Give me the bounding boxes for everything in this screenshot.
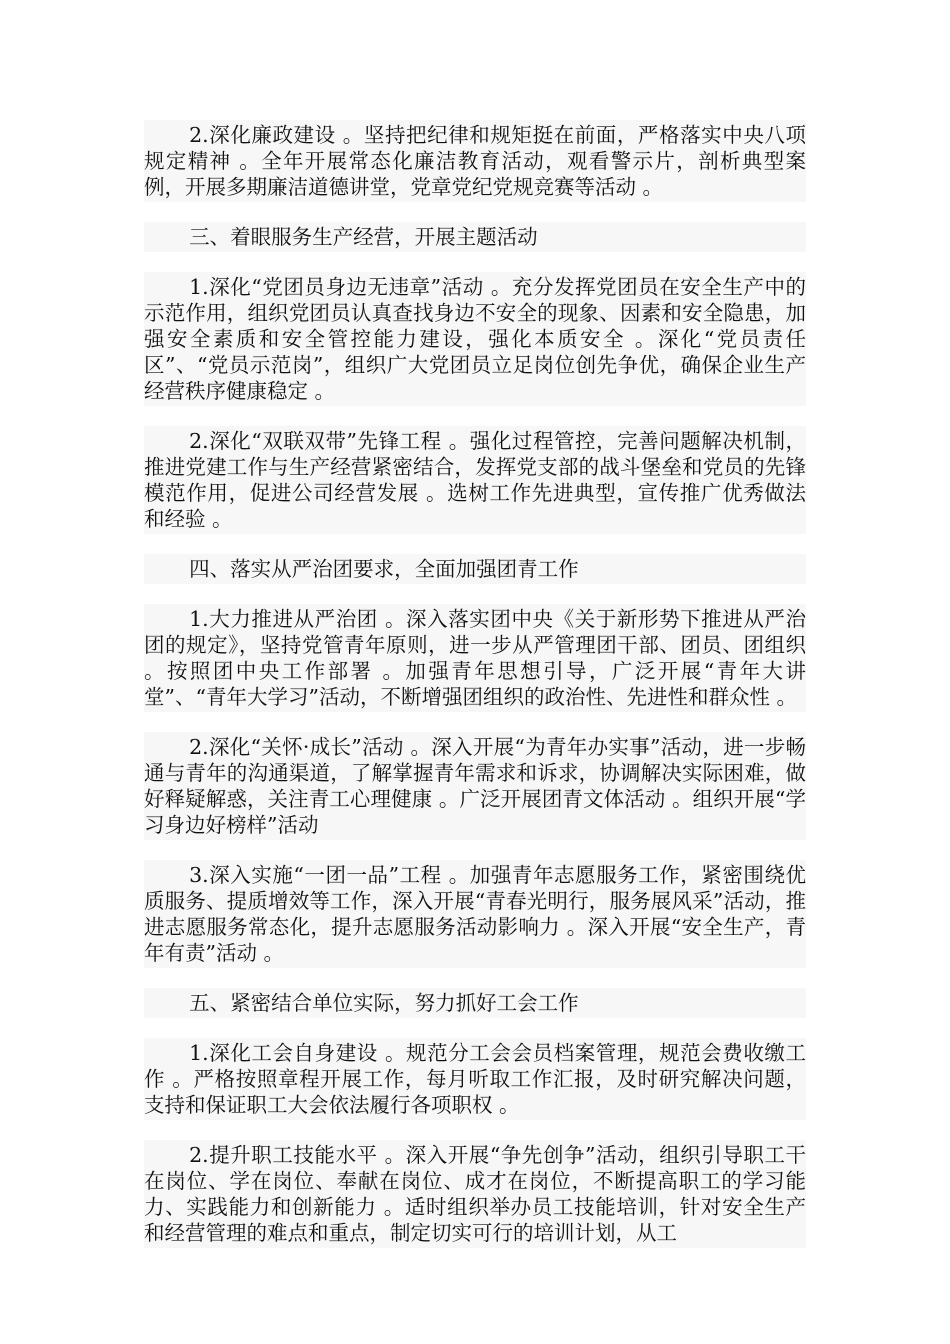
paragraph-strict-league: 1.大力推进从严治团 。深入落实团中央《关于新形势下推进从严治团的规定》，坚持党管青年原则，进一步从严管理团干部、团员、团组织 。按照团中央工作部署 。加强青年思想引导，广泛开展“青年大讲堂”、“青年大学习”活动，不断增强团组织的政治性、先进性和群众性 。	[144, 604, 806, 712]
paragraph-integrity-building: 2.深化廉政建设 。坚持把纪律和规矩挺在前面，严格落实中央八项规定精神 。全年开展常态化廉洁教育活动，观看警示片，剖析典型案例，开展多期廉洁道德讲堂，党章党纪党规竞赛等活动 。	[144, 120, 806, 202]
paragraph-one-league-one-product: 3.深入实施“一团一品”工程 。加强青年志愿服务工作，紧密围绕优质服务、提质增效等工作，深入开展“青春光明行，服务展风采”活动，推进志愿服务常态化，提升志愿服务活动影响力 。深入开展“安全生产，青年有责”活动 。	[144, 860, 806, 968]
section-heading-four: 四、落实从严治团要求，全面加强团青工作	[144, 554, 806, 584]
section-heading-five: 五、紧密结合单位实际，努力抓好工会工作	[144, 988, 806, 1018]
section-heading-three: 三、着眼服务生产经营，开展主题活动	[144, 222, 806, 252]
paragraph-vanguard-project: 2.深化“双联双带”先锋工程 。强化过程管控，完善问题解决机制，推进党建工作与生产经营紧密结合，发挥党支部的战斗堡垒和党员的先锋模范作用，促进公司经营发展 。选树工作先进典型，宣传推广优秀做法和经验 。	[144, 426, 806, 534]
paragraph-union-building: 1.深化工会自身建设 。规范分工会会员档案管理，规范会费收缴工作 。严格按照章程开展工作，每月听取工作汇报，及时研究解决问题，支持和保证职工大会依法履行各项职权 。	[144, 1038, 806, 1120]
paragraph-care-growth: 2.深化“关怀·成长”活动 。深入开展“为青年办实事”活动，进一步畅通与青年的沟通渠道，了解掌握青年需求和诉求，协调解决实际困难，做好释疑解惑，关注青工心理健康 。广泛开展团青文体活动 。组织开展“学习身边好榜样”活动	[144, 732, 806, 840]
document-body	[144, 120, 806, 1268]
paragraph-skill-level: 2.提升职工技能水平 。深入开展“争先创争”活动，组织引导职工干在岗位、学在岗位、奉献在岗位、成才在岗位，不断提高职工的学习能力、实践能力和创新能力 。适时组织举办员工技能培训，针对安全生产和经营管理的难点和重点，制定切实可行的培训计划，从工	[144, 1140, 806, 1248]
paragraph-no-violation: 1.深化“党团员身边无违章”活动 。充分发挥党团员在安全生产中的示范作用，组织党团员认真查找身边不安全的现象、因素和安全隐患，加强安全素质和安全管控能力建设，强化本质安全 。深化“党员责任区”、“党员示范岗”，组织广大党团员立足岗位创先争优，确保企业生产经营秩序健康稳定 。	[144, 272, 806, 406]
